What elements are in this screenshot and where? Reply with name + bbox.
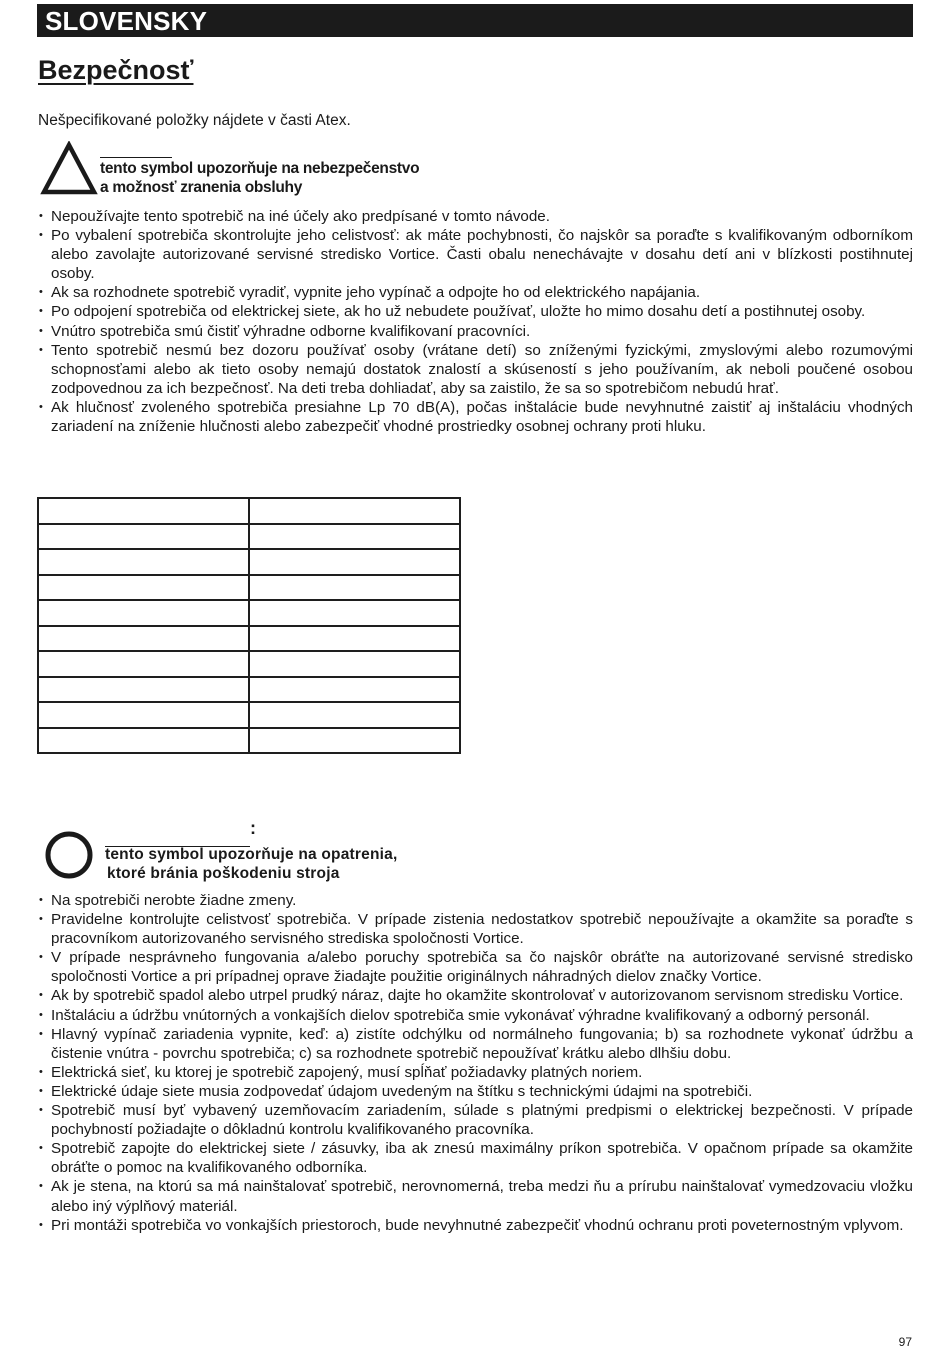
danger-notice xyxy=(38,140,458,196)
table-row xyxy=(38,651,460,677)
table-cell xyxy=(249,524,460,550)
page-number: 97 xyxy=(898,1335,912,1349)
table-cell xyxy=(249,651,460,677)
warning-triangle-icon xyxy=(40,141,98,195)
table-row xyxy=(38,728,460,754)
list-item: • Po odpojení spotrebiča od elektrickej siete, ak ho už nebudete používať, uložte ho mimo dosahu detí a postihnutej osoby. xyxy=(38,302,913,321)
table-row xyxy=(38,626,460,652)
blank-label-line xyxy=(100,157,172,158)
danger-notice-line1: tento symbol upozorňuje na nebezpečenstvo xyxy=(100,160,420,177)
table-cell xyxy=(249,575,460,601)
table-cell xyxy=(38,549,249,575)
table-cell xyxy=(249,728,460,754)
table-row xyxy=(38,524,460,550)
danger-notice-text xyxy=(100,159,419,197)
danger-list xyxy=(38,207,913,436)
list-item: • Na spotrebiči nerobte žiadne zmeny. xyxy=(38,891,913,910)
table-cell xyxy=(38,575,249,601)
table-cell xyxy=(38,498,249,524)
table-cell xyxy=(249,626,460,652)
list-item: • Tento spotrebič nesmú bez dozoru používať osoby (vrátane detí) so zníženými fyzickými, zmyslovými alebo rozumovými schopnosťami alebo ak tieto osoby nemajú dostatok znalostí a skúseností s jeho používaním, ak neboli poučené osobou zodpovednou za ich bezpečnosť. Na deti treba dohliadať, aby sa zaistilo, že sa so spotrebičom nebudú hrať. xyxy=(38,341,913,398)
table-row xyxy=(38,575,460,601)
table-cell xyxy=(38,702,249,728)
caution-notice-line2: ktoré bránia poškodeniu stroja xyxy=(107,865,340,882)
list-item: • V prípade nesprávneho fungovania a/alebo poruchy spotrebiča sa čo najskôr obráťte na autorizované servisné stredisko spoločnosti Vortice a pri prípadnej oprave žiadajte použitie originálnych náhradných dielov značky Vortice. xyxy=(38,948,913,986)
table-row xyxy=(38,498,460,524)
table-cell xyxy=(249,600,460,626)
caution-circle-icon xyxy=(44,830,94,880)
section-title: Bezpečnosť xyxy=(38,55,194,85)
list-item: • Ak hlučnosť zvoleného spotrebiča presiahne Lp 70 dB(A), počas inštalácie bude nevyhnutné zaistiť aj inštaláciu vhodných zariadení na zníženie hlučnosti alebo zabezpečiť vhodné prostriedky osobnej ochrany proti hluku. xyxy=(38,398,913,436)
list-item: • Ak je stena, na ktorú sa má nainštalovať spotrebič, nerovnomerná, treba medzi ňu a prírubu nainštalovať vymedzovaciu vložku alebo iný výplňový materiál. xyxy=(38,1177,913,1215)
caution-notice xyxy=(38,818,458,888)
list-item: • Vnútro spotrebiča smú čistiť výhradne odborne kvalifikovaní pracovníci. xyxy=(38,322,913,341)
intro-text: Nešpecifikované položky nájdete v časti Atex. xyxy=(38,112,351,129)
list-item: • Inštaláciu a údržbu vnútorných a vonkajších dielov spotrebiča smie vykonávať výhradne kvalifikovaný a odborný personál. xyxy=(38,1006,913,1025)
list-item: • Nepoužívajte tento spotrebič na iné účely ako predpísané v tomto návode. xyxy=(38,207,913,226)
table-cell xyxy=(249,677,460,703)
list-item: • Pravidelne kontrolujte celistvosť spotrebiča. V prípade zistenia nedostatkov spotrebič nepoužívajte a okamžite sa poraďte s pracovníkom autorizovaného servisného strediska spoločnosti Vortice. xyxy=(38,910,913,948)
list-item: • Spotrebič zapojte do elektrickej siete / zásuvky, iba ak znesú maximálny príkon spotrebiča. V opačnom prípade sa okamžite obráťte o pomoc na kvalifikovaného odborníka. xyxy=(38,1139,913,1177)
list-item: • Pri montáži spotrebiča vo vonkajších priestoroch, bude nevyhnutné zabezpečiť vhodnú ochranu proti poveternostným vplyvom. xyxy=(38,1216,913,1235)
table-row xyxy=(38,600,460,626)
caution-notice-text xyxy=(105,845,397,883)
table-cell xyxy=(38,651,249,677)
table-cell xyxy=(38,626,249,652)
label-colon: : xyxy=(250,818,256,838)
table-cell xyxy=(38,677,249,703)
caution-notice-line1: tento symbol upozorňuje na opatrenia, xyxy=(105,846,398,863)
table-cell xyxy=(38,728,249,754)
list-item: • Elektrická sieť, ku ktorej je spotrebič zapojený, musí spĺňať požiadavky platných noriem. xyxy=(38,1063,913,1082)
table-cell xyxy=(249,498,460,524)
list-item: • Po vybalení spotrebiča skontrolujte jeho celistvosť: ak máte pochybnosti, čo najskôr sa poraďte s kvalifikovaným odborníkom alebo zavolajte autorizované servisné stredisko Vortice. Časti obalu nenechávajte v dosahu detí ani v blízkosti postihnutej osoby. xyxy=(38,226,913,283)
table-cell xyxy=(249,549,460,575)
list-item: • Hlavný vypínač zariadenia vypnite, keď: a) zistíte odchýlku od normálneho fungovania; b) sa rozhodnete vykonať údržbu a čistenie vnútra - povrchu spotrebiča; c) sa rozhodnete spotrebič nepoužívať krátku alebo dlhšiu dobu. xyxy=(38,1025,913,1063)
list-item: • Ak by spotrebič spadol alebo utrpel prudký náraz, dajte ho okamžite skontrolovať v autorizovanom servisnom stredisku Vortice. xyxy=(38,986,913,1005)
caution-list xyxy=(38,891,913,1235)
table-row xyxy=(38,702,460,728)
list-item: • Ak sa rozhodnete spotrebič vyradiť, vypnite jeho vypínač a odpojte ho od elektrického napájania. xyxy=(38,283,913,302)
table-cell xyxy=(38,524,249,550)
table-row xyxy=(38,677,460,703)
table-cell xyxy=(38,600,249,626)
list-item: • Spotrebič musí byť vybavený uzemňovacím zariadením, súlade s platnými predpismi o elektrickej bezpečnosti. V prípade pochybností požiadajte o dôkladnú kontrolu kvalifikovaného pracovníka. xyxy=(38,1101,913,1139)
table-row xyxy=(38,549,460,575)
danger-notice-line2: a možnosť zranenia obsluhy xyxy=(100,179,303,196)
language-header: SLOVENSKY xyxy=(37,4,913,37)
blank-table xyxy=(37,497,461,754)
list-item: • Elektrické údaje siete musia zodpovedať údajom uvedeným na štítku s technickými údajmi na spotrebiči. xyxy=(38,1082,913,1101)
table-cell xyxy=(249,702,460,728)
